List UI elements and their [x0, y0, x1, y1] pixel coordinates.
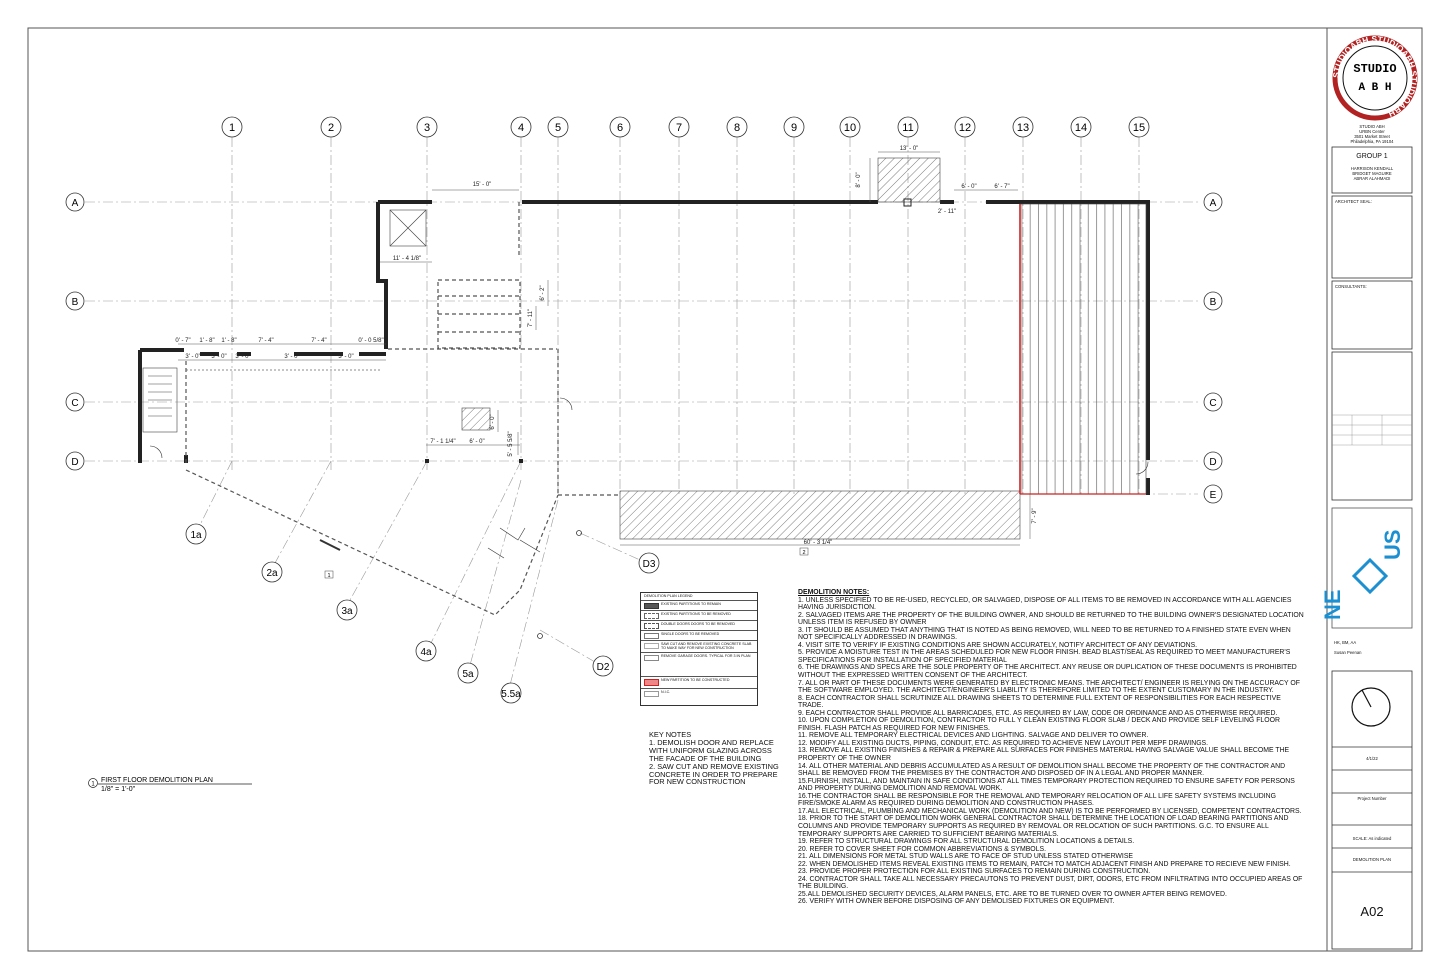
grid-row-bubble: [66, 292, 84, 310]
member-3: ABRAR ALAHMADI: [1353, 176, 1391, 181]
grid-column-label: 7: [675, 122, 683, 134]
grid-sub-label: D2: [596, 662, 610, 673]
revision-grid: [1332, 415, 1412, 445]
demolition-note: 9. EACH CONTRACTOR SHALL PROVIDE ALL BARRICADES, ETC. AS REQUIRED BY LAW, CODE OR ORDINANCE AND AS OTHERWISE REQUIRED.: [798, 709, 1278, 717]
key-note-1: 1. DEMOLISH DOOR AND REPLACE WITH UNIFORM GLAZING ACROSS THE FACADE OF THE BUILDING: [649, 737, 774, 763]
demolition-note: 12. MODIFY ALL EXISTING DUCTS, PIPING, CONDUIT, ETC. AS REQUIRED TO ACHIEVE NEW LAYOUT PER MEPF DRAWINGS.: [798, 739, 1209, 747]
legend-label: SAW CUT AND REMOVE EXISTING CONCRETE SLAB TO MAKE WAY FOR NEW CONSTRUCTION: [661, 642, 752, 651]
demolition-note: 1. UNLESS SPECIFIED TO BE RE-USED, RECYCLED, OR SALVAGED, DISPOSE OF ALL ITEMS TO BE REMOVED IN ACCORDANCE WITH ALL AGENCIES HAVING JURISDICTION.: [798, 596, 1292, 612]
legend-title: DEMOLITION PLAN LEGEND: [644, 594, 693, 598]
dim-1-8b: 1' - 8": [221, 338, 237, 344]
grid-row-bubble: [66, 393, 84, 411]
shaft-removal: [878, 158, 940, 202]
grid-column-bubbles: [222, 117, 1149, 137]
view-title: FIRST FLOOR DEMOLITION PLAN: [101, 777, 213, 784]
legend-label: EXISTING PARTITIONS TO BE REMOVED: [661, 612, 731, 616]
grid-row-bubble: [1204, 193, 1222, 211]
dim-6a: 6' - 0": [961, 184, 977, 190]
garage-bay: [1020, 204, 1146, 494]
legend-label: NEW PARTITION TO BE CONSTRUCTED: [661, 678, 730, 682]
member-2: BRIDGET MAGUIRE: [1352, 171, 1392, 176]
slab-removal-area: [620, 491, 1020, 539]
grid-row-label: A: [71, 198, 79, 209]
grid-sub-label: 1a: [190, 530, 202, 541]
legend-row: [641, 652, 757, 677]
firm-name: STUDIO ABH: [1359, 124, 1385, 129]
grid-column-bubble: [669, 117, 689, 137]
scale-label: SCALE: As indicated: [1352, 836, 1392, 841]
key-note-2: 2. SAW CUT AND REMOVE EXISTING CONCRETE IN ORDER TO PREPARE FOR NEW CONSTRUCTION: [649, 761, 779, 787]
grid-row-bubble: [66, 193, 84, 211]
grid-row-bubble: [1204, 452, 1222, 470]
legend-swatch: [644, 623, 659, 629]
key-notes: [649, 731, 779, 786]
grid-row-label: C: [71, 398, 79, 409]
sheet-title: DEMOLITION PLAN: [1352, 857, 1392, 862]
logo-ring-text: STUDIOABH STUDIOABH STUDIOABH: [1330, 33, 1420, 120]
demolition-note: 22. WHEN DEMOLISHED ITEMS REVEAL EXISTING ITEMS TO REMAIN, PATCH TO MATCH ADJACENT FINISH AND PREPARE TO RECIEVE NEW FINISH.: [798, 860, 1291, 868]
initials: HK, BM, AA: [1334, 640, 1357, 645]
firm-addr-3: Philadelphia, PA 19104: [1350, 139, 1394, 144]
dim-8: 8' - 0": [856, 172, 862, 188]
demolition-note: 23. PROVIDE PROPER PROTECTION FOR ALL EXISTING SURFACES TO REMAIN DURING CONSTRUCTION.: [798, 868, 1151, 876]
legend-swatch: [644, 633, 659, 639]
demolition-note: 7. ALL OR PART OF THESE DOCUMENTS WERE GENERATED BY ELECTRONIC MEANS. THE ARCHITECT/ ENGINEER IS RELYING ON THE ACCURACY OF THE SOFTWARE EMPLOYED. THE ARCHITECT/ENGINEER'S LIABILITY IS THEREFORE LIMITED TO THE EXTENT CUSTOMARY IN THE INDUSTRY.: [798, 679, 1300, 695]
demolition-note: 15.FURNISH, INSTALL, AND MAINTAIN IN SAFE CONDITIONS AT ALL TIMES TEMPORARY PROTECTION REQUIRED TO ENSURE SAFETY FOR PERSONS AND PROPERTY DURING DEMOLITION AND REMOVAL WORK.: [798, 777, 1295, 793]
grid-column-bubble: [610, 117, 630, 137]
dim-6-0b: 6' - 0": [469, 439, 485, 445]
grid-row-bubble: [1204, 292, 1222, 310]
grid-column-label: 12: [958, 122, 972, 134]
dim-5-55: 5' - 5 5/8": [508, 431, 514, 457]
demolition-note: 20. REFER TO COVER SHEET FOR COMMON ABBREVIATIONS & SYMBOLS.: [798, 845, 1046, 853]
grid-row-label: B: [1209, 297, 1217, 308]
group-label: GROUP 1: [1356, 153, 1388, 160]
legend-swatch: [644, 643, 659, 649]
dim-7-114: 7' - 1 1/4": [430, 439, 456, 445]
grid-sub-bubble: [458, 663, 478, 683]
grid-column-label: 14: [1074, 122, 1088, 134]
demolition-note: 24. CONTRACTOR SHALL TAKE ALL NECESSARY PRECAUTONS TO PREVENT DUST, DIRT, ODORS, ETC FROM INFILTRATING INTO OCCUPIED AREAS OF THE BUILDING.: [798, 875, 1303, 891]
grid-sub-label: 2a: [266, 568, 278, 579]
grid-row-label: B: [71, 297, 79, 308]
grid-column-bubble: [840, 117, 860, 137]
demolition-note: 25.ALL DEMOLISHED SECURITY DEVICES, ALARM PANELS, ETC. ARE TO BE TURNED OVER TO OWNER AFTER BEING REMOVED.: [798, 890, 1227, 898]
demolition-note: 8. EACH CONTRACTOR SHALL SCRUTINIZE ALL DRAWING SHEETS TO DETERMINE FULL EXTENT OF RESPONSIBILITIES FOR EACH RESPECTIVE TRADE.: [798, 694, 1281, 710]
dim-13: 13' - 0": [899, 146, 919, 152]
demolition-legend: [640, 592, 758, 706]
grid-column-bubble: [784, 117, 804, 137]
grid-column-label: 10: [843, 122, 857, 134]
grid-column-bubble: [511, 117, 531, 137]
grid-sub-bubbles: [186, 524, 659, 703]
grid-sub-label: 4a: [420, 647, 432, 658]
nexus-us: US: [1380, 529, 1405, 560]
grid-sub-label: 5.5a: [501, 689, 521, 700]
nexus-ne: NE: [1320, 589, 1345, 620]
grid-row-label: E: [1209, 490, 1217, 501]
legend-row: [641, 688, 757, 706]
legend-swatch: [644, 603, 659, 609]
dim-6-0: 6' - 0": [490, 414, 496, 430]
demolition-note: 2. SALVAGED ITEMS ARE THE PROPERTY OF THE BUILDING OWNER, AND SHOULD BE RETURNED TO THE BUILDING OWNER'S DESIGNATED LOCATION UNLESS ITEM IS REFUSED BY OWNER: [798, 611, 1304, 627]
consultants-label: CONSULTANTS:: [1335, 284, 1367, 289]
nexus-logo: [1320, 508, 1412, 628]
demolition-note: 21. ALL DIMENSIONS FOR METAL STUD WALLS ARE TO FACE OF STUD UNLESS STATED OTHERWISE: [798, 853, 1134, 861]
grid-column-label: 9: [790, 122, 798, 134]
grid-row-label: D: [1209, 457, 1217, 468]
keynote-tag-1-label: 1: [327, 573, 331, 579]
legend-swatch: [644, 655, 659, 661]
dim-60: 60' - 3 1/4": [803, 540, 833, 546]
demolition-note: 17.ALL ELECTRICAL, PLUMBING AND MECHANICAL WORK (DEMOLITION AND NEW) IS TO BE PERFORMED BY LICENSED, COMPETENT CONTRACTORS.: [798, 807, 1302, 815]
grid-column-label: 1: [228, 122, 236, 134]
dim-3-0b: 3' - 0": [211, 354, 227, 360]
dim-7-4a: 7' - 4": [258, 338, 274, 344]
demolition-note: 5. PROVIDE A MOISTURE TEST IN THE AREAS SCHEDULED FOR NEW FLOOR FINISH. BEAD BLAST/SEAL AS REQUIRED TO MEET MANUFACTURER'S SPECIFICATIONS FOR INSTALLATION OF SPECIFIED MATERIAL: [798, 649, 1291, 664]
grid-column-label: 3: [423, 122, 431, 134]
dim-0-58: 0' - 0 5/8": [358, 338, 384, 344]
dim-3-0e: 3' - 0": [338, 354, 354, 360]
grid-column-label: 6: [616, 122, 624, 134]
demolition-notes-title: DEMOLITION NOTES:: [798, 589, 870, 596]
project-number: Project Number: [1357, 796, 1387, 801]
firm-addr-1: URBN Center: [1359, 129, 1385, 134]
demolition-note: 4. VISIT SITE TO VERIFY IF EXISTING CONDITIONS ARE SHOWN ACCURATELY, NOTIFY ARCHITECT OF ANY DEVIATIONS.: [798, 641, 1198, 649]
grid-column-bubble: [548, 117, 568, 137]
grid-column-label: 5: [554, 122, 562, 134]
grid-column-bubble: [222, 117, 242, 137]
legend-label: DOUBLE DOORS DOORS TO BE REMOVED: [661, 622, 735, 626]
grid-sub-bubble: [639, 553, 659, 573]
demolition-note: 13. REMOVE ALL EXISTING FINISHES & REPAIR & PREPARE ALL SURFACES FOR FINISHES MATERIAL HAVING SALVAGE VALUE SHALL BECOME THE PROPERTY OF THE OWNER: [798, 747, 1290, 763]
grid-column-bubble: [955, 117, 975, 137]
team-members: [1332, 166, 1412, 181]
legend-swatch: [644, 679, 659, 686]
grid-column-label: 4: [517, 122, 525, 134]
grid-column-bubble: [1013, 117, 1033, 137]
dim-3-0c: 3' - 0": [235, 354, 251, 360]
grid-sub-label: 5a: [462, 669, 474, 680]
grid-sub-bubble: [186, 524, 206, 544]
grid-column-bubble: [727, 117, 747, 137]
grid-sub-label: 3a: [341, 606, 353, 617]
grid-column-bubble: [417, 117, 437, 137]
grid-marker: [577, 531, 582, 536]
existing-walls: [140, 202, 1148, 495]
grid-sub-bubble: [337, 600, 357, 620]
dim-7-9: 7' - 9": [1032, 508, 1038, 524]
dim-0-7: 0' - 7": [175, 338, 191, 344]
grid-row-label: C: [1209, 398, 1217, 409]
firm-info: [1345, 124, 1399, 144]
grid-sub-bubble: [501, 683, 521, 703]
dim-2-11: 2' - 11": [937, 209, 957, 215]
dim-3-0a: 3' - 0": [185, 354, 201, 360]
grid-column-bubble: [898, 117, 918, 137]
key-notes-title: KEY NOTES: [649, 730, 692, 739]
grid-column-label: 11: [902, 122, 914, 134]
demolition-note: 3. IT SHOULD BE ASSUMED THAT ANYTHING THAT IS NOTED AS BEING REMOVED, WILL NEED TO BE RETURNED TO A FINISHED STATE EVEN WHEN NOT SPECIFICALLY ADDRESSED IN DRAWINGS.: [798, 626, 1291, 642]
legend-label: N.I.C.: [661, 690, 671, 694]
demolition-note: 26. VERIFY WITH OWNER BEFORE DISPOSING OF ANY DEMOLISED FIXTURES OR EQUIPMENT.: [798, 898, 1115, 906]
grid-column-label: 13: [1016, 122, 1030, 134]
grid-column-label: 15: [1132, 122, 1146, 134]
grid-column-label: 2: [327, 122, 335, 134]
dim-11-4: 11' - 4 1/8": [392, 256, 422, 262]
grid-sub-bubble: [262, 562, 282, 582]
demolition-note: 11. REMOVE ALL TEMPORARY ELECTRICAL DEVICES AND LIGHTING. SALVAGE AND DELIVER TO OWNER.: [798, 732, 1149, 740]
removed-partitions: [186, 202, 620, 615]
dimension-lines: [178, 152, 1030, 545]
demolition-note: 6. THE DRAWINGS AND SPECS ARE THE SOLE PROPERTY OF THE ARCHITECT. ANY REUSE OR DUPLICATION OF THESE DOCUMENTS IS PROHIBITED WITHOUT THE EXPRESSED WRITTEN CONSENT OF THE ARCHITECT.: [798, 664, 1297, 680]
north-arrow-icon: [1352, 688, 1390, 726]
date: 4/1/22: [1366, 756, 1378, 761]
view-scale: 1/8" = 1'-0": [101, 786, 136, 793]
demolition-notes: [798, 589, 1306, 906]
dim-6b: 6' - 7": [994, 184, 1010, 190]
firm-addr-2: 3501 Market Street: [1354, 134, 1390, 139]
professor: Susan Peenan: [1334, 650, 1362, 655]
grid-column-bubble: [1129, 117, 1149, 137]
grid-sub-bubble: [593, 656, 613, 676]
demolition-note: 10. UPON COMPLETION OF DEMOLITION, CONTRACTOR TO FULL Y CLEAN EXISTING FLOOR SLAB / DECK AND PROVIDE SELF LEVELING FLOOR FINISH. FLASH PATCH AS REQUIRED FOR NEW FINISHES.: [798, 717, 1280, 732]
grid-marker: [538, 634, 543, 639]
grid-row-bubble: [1204, 393, 1222, 411]
grid-sub-label: D3: [642, 559, 656, 570]
dim-7-4b: 7' - 4": [311, 338, 327, 344]
logo-text-1: STUDIO: [1353, 62, 1397, 76]
column-removal: [462, 408, 490, 430]
legend-swatch: [644, 613, 659, 619]
grid-sub-bubble: [416, 641, 436, 661]
legend-label: REMOVE GARAGE DOORS. TYPICAL FOR 3 IN PLAN: [661, 654, 751, 658]
dim-3-0d: 3' - 0": [284, 354, 300, 360]
grid-row-bubble: [1204, 485, 1222, 503]
grid-row-label: D: [71, 457, 79, 468]
legend-label: EXISTING PARTITIONS TO REMAIN: [661, 602, 721, 606]
member-1: HARRISON KENDALL: [1350, 166, 1394, 171]
demolition-note: 19. REFER TO STRUCTURAL DRAWINGS FOR ALL STRUCTURAL DEMOLITION LOCATIONS & DETAILS.: [798, 838, 1135, 846]
dim-6-2: 6' - 2": [540, 285, 546, 301]
keynote-tag-2-label: 2: [802, 550, 806, 556]
legend-swatch: [644, 691, 659, 697]
demolition-note: 16.THE CONTRACTOR SHALL BE RESPONSIBLE FOR THE REMOVAL AND TEMPORARY RELOCATION OF ALL LIFE SAFETY SYSTEMS INCLUDING FIRE/SMOKE ALARM AS REQUIRED DURING DEMOLITION AND CONSTRUCTION PHASES.: [798, 792, 1276, 808]
grid-row-label: A: [1209, 198, 1217, 209]
grid-column-bubble: [1071, 117, 1091, 137]
sheet-number: A02: [1360, 904, 1384, 919]
architect-seal-label: ARCHITECT SEAL:: [1335, 199, 1372, 204]
grid-column-bubble: [321, 117, 341, 137]
grid-column-label: 8: [733, 122, 741, 134]
demolition-note: 14. ALL OTHER MATERIAL AND DEBRIS ACCUMULATED AS A RESULT OF DEMOLITION SHALL BECOME THE PROPERTY OF THE CONTRACTOR AND SHALL BE REMOVED FROM THE PREMISES BY THE CONTRACTOR AND DISPOSED OF IN A LEGAL AND PROPER MANNER.: [798, 762, 1286, 778]
logo-text-2: A B H: [1358, 82, 1392, 94]
grid-row-bubble: [66, 452, 84, 470]
dim-1-8a: 1' - 8": [199, 338, 215, 344]
demolition-note: 18. PRIOR TO THE START OF DEMOLITION WORK GENERAL CONTRACTOR SHALL DETERMINE THE LOCATION OF LOAD BEARING PARTITIONS AND COLUMNS AND PROVIDE TEMPORARY SUPPORTS AS REQUIRED BY REMOVAL OR RELOCATION OF SUCH PARTITIONS. G.C. TO ENSURE ALL TEMPORARY SUPPORTS ARE CARRIED TO SUFFICIENT BEARING MATERIALS.: [798, 815, 1289, 838]
dim-7-11: 7' - 11": [528, 308, 534, 328]
view-number: 1: [91, 781, 95, 788]
legend-label: SINGLE DOORS TO BE REMOVED: [661, 632, 720, 636]
dim-15: 15' - 0": [472, 182, 492, 188]
